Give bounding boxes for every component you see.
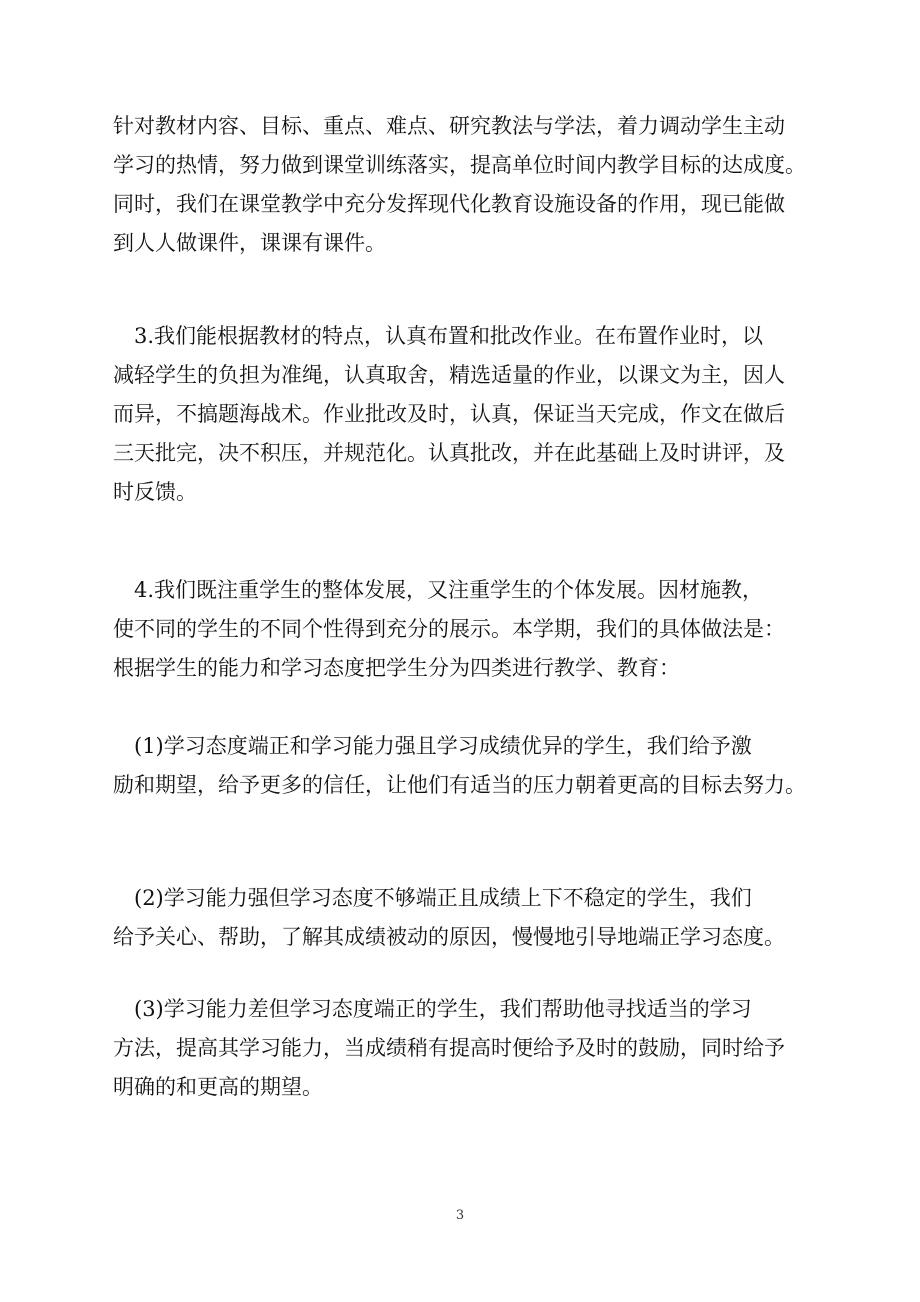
text-line: 到人人做课件，课课有课件。 (113, 231, 386, 255)
page-number: 3 (455, 1208, 465, 1223)
text-line: 时反馈。 (113, 480, 197, 504)
paragraph-homework (113, 317, 803, 512)
text-line: 同时，我们在课堂教学中充分发挥现代化教育设施设备的作用，现已能做 (113, 192, 785, 216)
text-line: 3.我们能根据教材的特点，认真布置和批改作业。在布置作业时，以 (113, 324, 764, 348)
text-line: (2)学习能力强但学习态度不够端正且成绩上下不稳定的学生，我们 (113, 886, 752, 910)
text-line: 减轻学生的负担为准绳，认真取舍，精选适量的作业，以课文为主，因人 (113, 363, 785, 387)
paragraph-teaching-methods (113, 107, 806, 263)
text-line: 明确的和更高的期望。 (113, 1075, 323, 1099)
paragraph-category-3 (113, 990, 803, 1107)
text-line: 方法，提高其学习能力，当成绩稍有提高时便给予及时的鼓励，同时给予 (113, 1036, 785, 1060)
text-line: 针对教材内容、目标、重点、难点、研究教法与学法，着力调动学生主动 (113, 114, 785, 138)
text-line: (1)学习态度端正和学习能力强且学习成绩优异的学生，我们给予激 (113, 734, 752, 758)
paragraph-category-2 (113, 879, 803, 957)
text-line: 根据学生的能力和学习态度把学生分为四类进行教学、教育： (113, 656, 680, 680)
paragraph-category-1 (113, 727, 806, 805)
text-line: 给予关心、帮助，了解其成绩被动的原因，慢慢地引导地端正学习态度。 (113, 925, 785, 949)
paragraph-individual-development (113, 571, 803, 688)
text-line: 而异，不搞题海战术。作业批改及时，认真，保证当天完成，作文在做后 (113, 402, 785, 426)
text-line: 使不同的学生的不同个性得到充分的展示。本学期，我们的具体做法是： (113, 617, 785, 641)
text-line: 励和期望，给予更多的信任，让他们有适当的压力朝着更高的目标去努力。 (113, 773, 806, 797)
text-line: 4.我们既注重学生的整体发展，又注重学生的个体发展。因材施教， (113, 578, 764, 602)
text-line: 学习的热情，努力做到课堂训练落实，提高单位时间内教学目标的达成度。 (113, 153, 806, 177)
text-line: (3)学习能力差但学习态度端正的学生，我们帮助他寻找适当的学习 (113, 997, 752, 1021)
text-line: 三天批完，决不积压，并规范化。认真批改，并在此基础上及时讲评，及 (113, 441, 785, 465)
